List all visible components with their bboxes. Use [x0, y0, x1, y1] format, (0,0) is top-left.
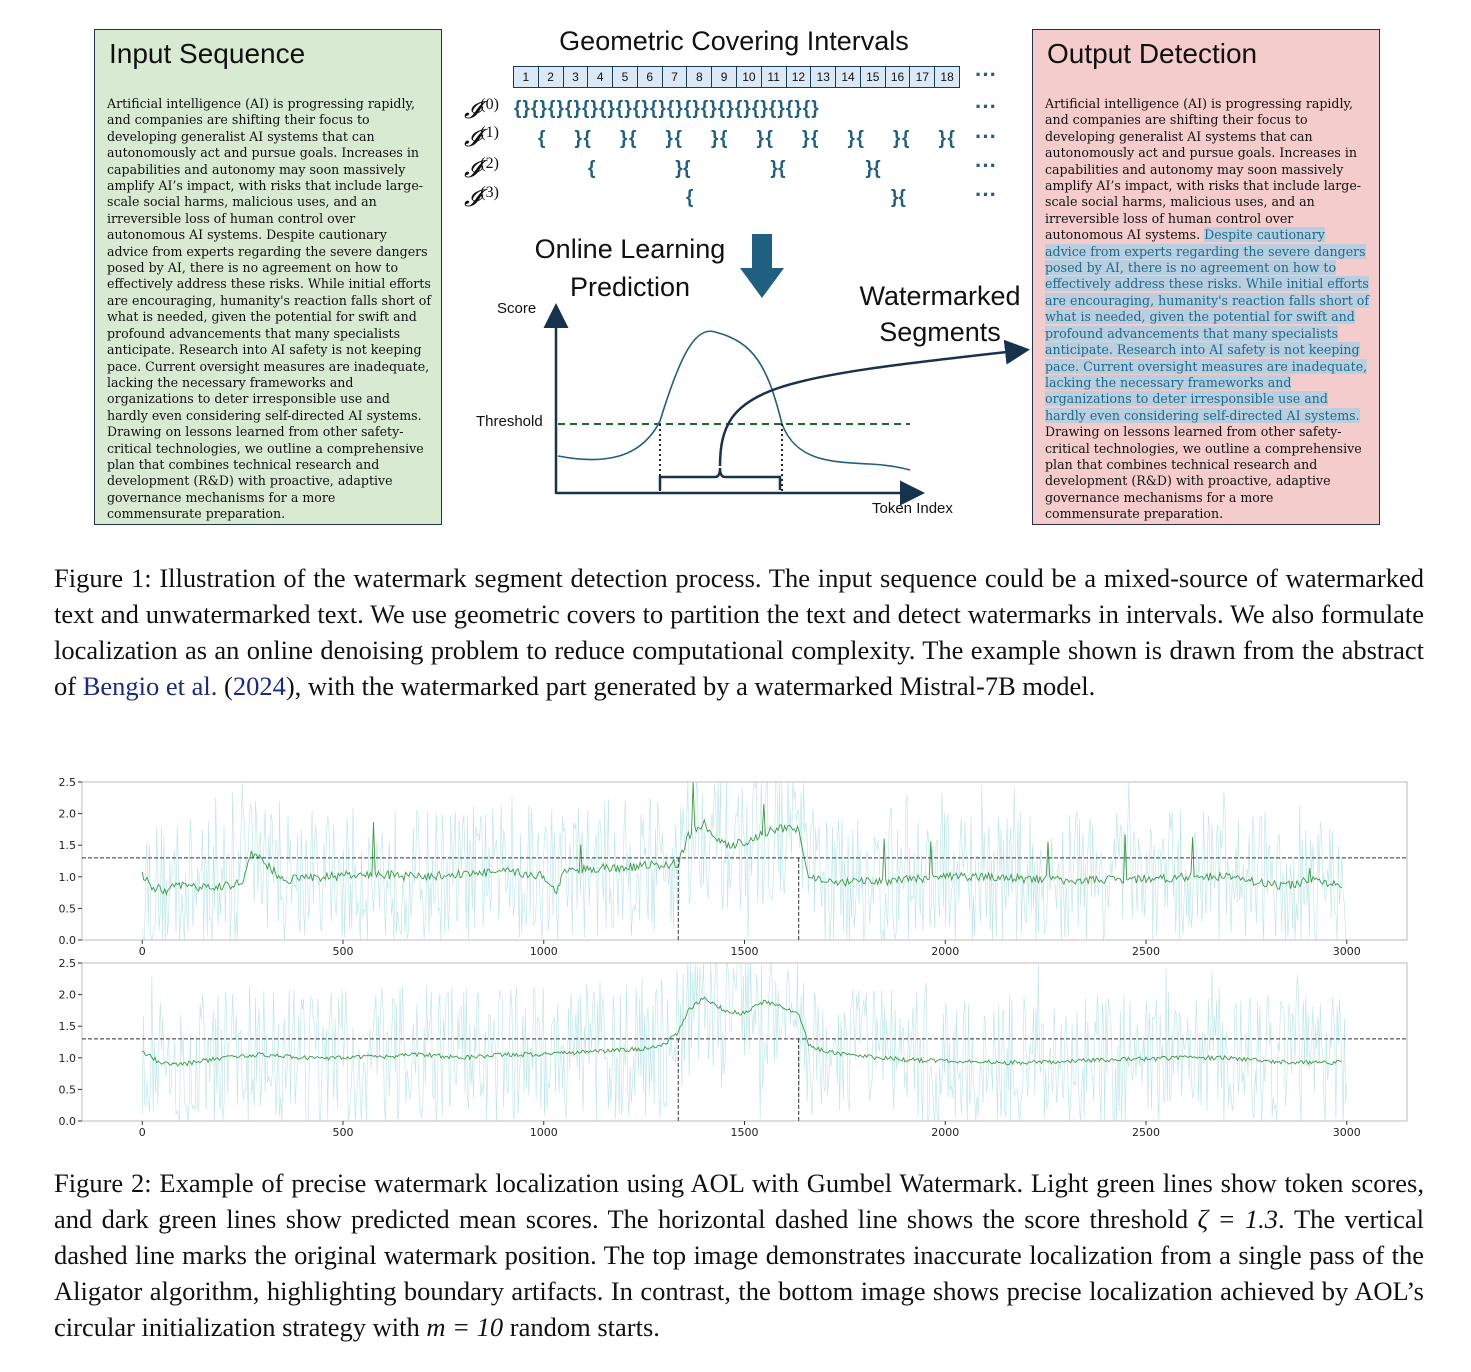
schematic-segment-brace [660, 468, 780, 490]
y-tick-label: 0.5 [58, 1083, 76, 1097]
interval-row-2-label [464, 155, 499, 184]
token-index-cell: 9 [711, 66, 737, 88]
interval-row-1-label [464, 124, 499, 153]
caption-1-text: Figure 1: Illustration of the watermark segment detection process. The input sequence could be a mixed-source of watermarked text and unwatermarked text. We use geometric covers to partition the text and detect watermarks in intervals. We also formulate localization as an online denoising problem to reduce computational complexity. The example shown is drawn from the abstract of [54, 563, 1424, 701]
figure-1-caption [54, 560, 1424, 704]
output-text-plain-before: Artificial intelligence (AI) is progressing rapidly, and companies are shifting their focus to developing generalist AI systems that can autonomously act and pursue goals. Increases in capabilities and autonomy may soon massively amplify AI’s impact, with risks that include large-scale social harms, malicious uses, and an irreversible loss of human control over autonomous AI systems. [1045, 96, 1362, 243]
y-tick-label: 1.0 [58, 870, 76, 884]
x-tick-label: 1500 [730, 1126, 759, 1137]
plot-frame [82, 782, 1407, 940]
m-equation: m = 10 [426, 1312, 504, 1342]
input-sequence-title: Input Sequence [109, 38, 306, 69]
y-tick-label: 1.0 [58, 1051, 76, 1065]
token-index-cell: 12 [786, 66, 812, 88]
localization-chart-bottom [40, 951, 1440, 1137]
zeta-equation: ζ = 1.3 [1197, 1204, 1278, 1234]
token-index-cell: 1 [513, 66, 539, 88]
x-tick-label: 500 [332, 945, 354, 956]
interval-row-3-brackets: { }{ [686, 187, 907, 208]
y-tick-label: 1.5 [58, 1020, 76, 1034]
token-index-cells [513, 66, 959, 88]
token-index-cell: 17 [909, 66, 935, 88]
figure-2-caption [54, 1165, 1424, 1345]
output-detection-title: Output Detection [1047, 38, 1258, 69]
schematic-score-curve [558, 331, 910, 470]
interval-superscript: (2) [480, 155, 499, 172]
watermarked-segments-line-1: Watermarked [859, 281, 1021, 311]
cells-ellipsis: ··· [975, 62, 997, 87]
token-index-cell: 5 [612, 66, 638, 88]
detection-schematic [470, 296, 1040, 506]
x-tick-label: 0 [138, 1126, 146, 1137]
token-index-cell: 13 [810, 66, 836, 88]
x-tick-label: 1000 [529, 945, 558, 956]
interval-row-3-ellipsis: ··· [975, 182, 997, 207]
interval-symbol: 𝓘 [464, 126, 481, 152]
down-arrow-icon [740, 234, 784, 300]
token-index-cell: 7 [662, 66, 688, 88]
input-sequence-text: Artificial intelligence (AI) is progressing rapidly, and companies are shifting their focus to developing generalist AI systems that can autonomously act and pursue goals. Increases in capabilities and autonomy may soon massively amplify AI’s impact, with risks that include large-scale social harms, malicious uses, and an irreversible loss of human control over autonomous AI systems. Despite cautionary advice from experts regarding the severe dangers posed by AI, there is no agreement on how to effectively address these risks. While initial efforts are encouraging, humanity's reaction falls short of what is needed, given the potential for swift and profound advancements that many specialists anticipate. Research into AI safety is not keeping pace. Current oversight measures are inadequate, lacking the necessary frameworks and organizations to deter irresponsible use and hardly even considering self-directed AI systems. Drawing on lessons learned from other safety-critical technologies, we outline a comprehensive plan that combines technical research and development (R&D) with proactive, adaptive governance mechanisms for a more commensurate preparation. [107, 96, 432, 522]
token-index-cell: 18 [934, 66, 960, 88]
x-tick-label: 0 [138, 945, 146, 956]
online-learning-line-1: Online Learning [534, 234, 726, 264]
caption-2-text-b: . The vertical dashed line marks the original watermark position. The top image demonstrates inaccurate localization from a single pass of the Aligator algorithm, highlighting boundary artifacts. In contrast, the bottom image shows precise localization achieved by AOL’s circular initialization strategy with [54, 1204, 1424, 1342]
x-tick-label: 3000 [1332, 945, 1361, 956]
token-index-cell: 11 [761, 66, 787, 88]
token-index-cell: 10 [736, 66, 762, 88]
intervals-title: Geometric Covering Intervals [559, 26, 909, 56]
interval-superscript: (1) [480, 124, 499, 141]
interval-symbol: 𝓘 [464, 186, 481, 212]
x-tick-label: 2000 [931, 945, 960, 956]
interval-row-3-label [464, 184, 499, 213]
y-tick-label: 0.5 [58, 902, 76, 916]
interval-symbol: 𝓘 [464, 157, 481, 183]
token-index-cell: 14 [835, 66, 861, 88]
output-detection-text [1045, 96, 1369, 523]
y-tick-label: 2.0 [58, 988, 76, 1002]
x-tick-label: 3000 [1332, 1126, 1361, 1137]
interval-row-0-label [464, 96, 499, 125]
online-learning-line-2: Prediction [569, 272, 691, 302]
token-index-cell: 15 [860, 66, 886, 88]
y-tick-label: 0.0 [58, 934, 76, 947]
localization-chart-top [40, 770, 1440, 956]
y-tick-label: 1.5 [58, 839, 76, 853]
interval-symbol: 𝓘 [464, 98, 481, 124]
token-score-series [142, 782, 1347, 940]
citation-author-link[interactable]: Bengio et al. [82, 671, 218, 701]
interval-row-1-brackets: { }{ }{ }{ }{ }{ }{ }{ }{ }{ [538, 128, 957, 149]
citation-year-link[interactable]: 2024 [232, 671, 286, 701]
x-tick-label: 2000 [931, 1126, 960, 1137]
schematic-xlabel: Token Index [872, 500, 953, 517]
schematic-output-arrow [720, 350, 1025, 466]
interval-row-0-ellipsis: ··· [975, 94, 997, 119]
caption-2-text-a: Figure 2: Example of precise watermark localization using AOL with Gumbel Watermark. Light green lines show token scores, and dark green lines show predicted mean scores. The horizontal dashed line shows the score threshold [54, 1168, 1424, 1234]
token-score-series [142, 963, 1347, 1121]
token-index-cell: 4 [587, 66, 613, 88]
output-detection-box [1032, 29, 1380, 525]
input-sequence-box [94, 29, 442, 525]
x-tick-label: 2500 [1132, 945, 1161, 956]
y-tick-label: 2.0 [58, 807, 76, 821]
schematic-ylabel: Score [497, 300, 537, 317]
x-tick-label: 1500 [730, 945, 759, 956]
citation-paren: ( [217, 671, 233, 701]
caption-2-text-c: random starts. [503, 1312, 660, 1342]
output-text-watermarked-highlight: Despite cautionary advice from experts regarding the severe dangers posed by AI, there is no agreement on how to effectively address these risks. While initial efforts are encouraging, humanity's reaction falls short of what is needed, given the potential for swift and profound advancements that many specialists anticipate. Research into AI safety is not keeping pace. Current oversight measures are inadequate, lacking the necessary frameworks and organizations to deter irresponsible use and hardly even considering self-directed AI systems. [1045, 227, 1370, 423]
interval-superscript: (0) [480, 96, 499, 113]
x-tick-label: 1000 [529, 1126, 558, 1137]
interval-row-0-brackets: {}{}{}{}{}{}{}{}{}{}{}{}{}{}{}{}{}{} [514, 98, 820, 119]
y-tick-label: 2.5 [58, 776, 76, 789]
token-index-cell: 2 [538, 66, 564, 88]
online-learning-label [520, 230, 740, 306]
interval-superscript: (3) [480, 184, 499, 201]
y-tick-label: 2.5 [58, 957, 76, 970]
x-tick-label: 2500 [1132, 1126, 1161, 1137]
x-tick-label: 500 [332, 1126, 354, 1137]
interval-row-1-ellipsis: ··· [975, 124, 997, 149]
interval-row-2-brackets: { }{ }{ }{ [588, 158, 882, 179]
output-text-plain-after: Drawing on lessons learned from other safety-critical technologies, we outline a comprehensive plan that combines technical research and development (R&D) with proactive, adaptive governance mechanisms for a more commensurate preparation. [1045, 424, 1362, 522]
caption-1-text-end: ), with the watermarked part generated by a watermarked Mistral-7B model. [285, 671, 1096, 701]
token-index-cell: 3 [563, 66, 589, 88]
token-index-cell: 8 [686, 66, 712, 88]
y-tick-label: 0.0 [58, 1115, 76, 1128]
token-index-cell: 16 [885, 66, 911, 88]
schematic-threshold-label: Threshold [476, 413, 543, 430]
interval-row-2-ellipsis: ··· [975, 153, 997, 178]
watermarked-segments-line-2: Segments [879, 317, 1001, 347]
token-index-cell: 6 [637, 66, 663, 88]
